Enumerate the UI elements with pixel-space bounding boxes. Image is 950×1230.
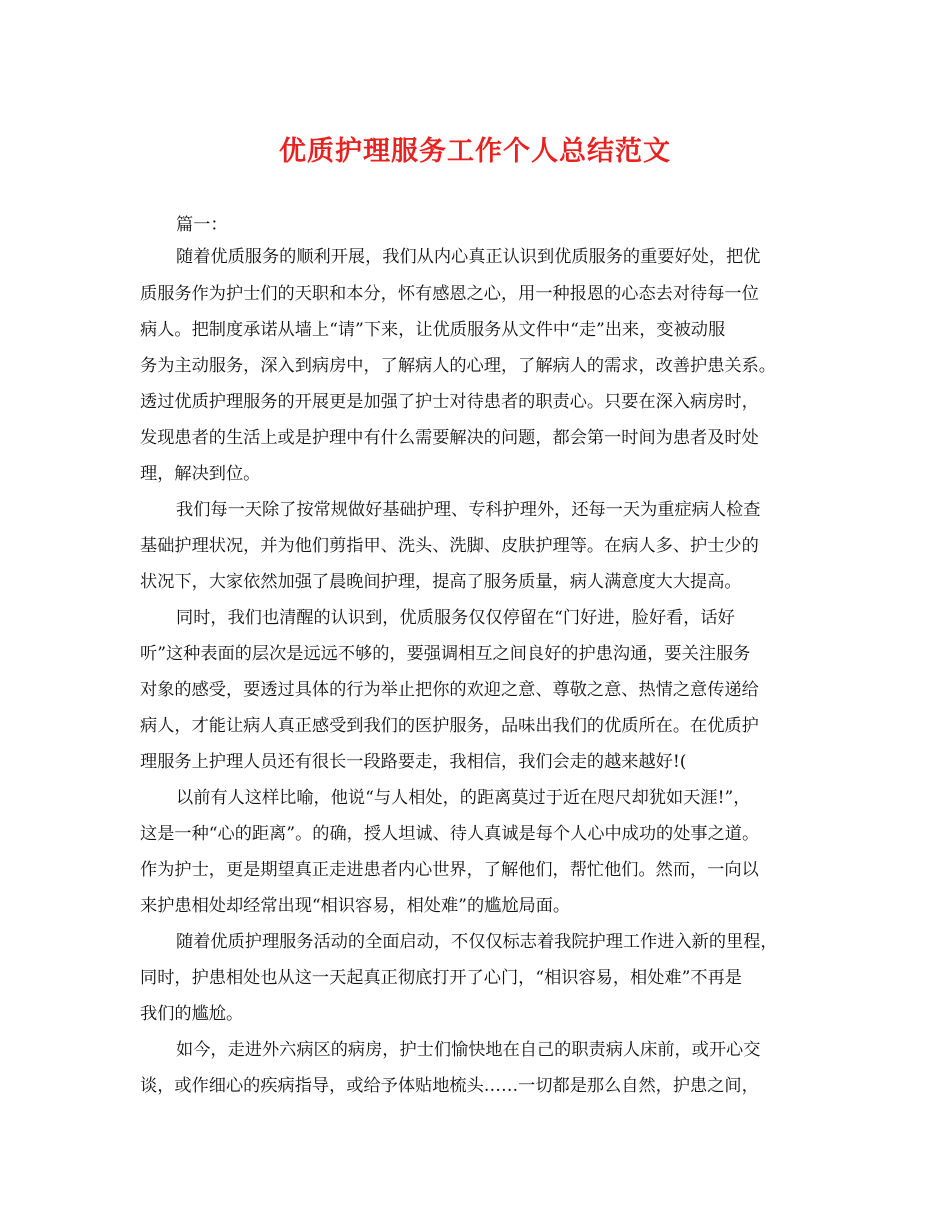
document-line: 透过优质护理服务的开展更是加强了护士对待患者的职责心。只要在深入病房时，: [140, 392, 759, 412]
document-line: 如今，走进外六病区的病房，护士们愉快地在自己的职责病人床前，或开心交: [176, 1040, 761, 1060]
document-line: 这是一种“心的距离”。的确，授人坦诚、待人真诚是每个人心中成功的处事之道。: [140, 824, 760, 844]
document-line: 对象的感受，要透过具体的行为举止把你的欢迎之意、尊敬之意、热情之意传递给: [140, 680, 759, 700]
document-line: 理，解决到位。: [140, 464, 261, 484]
document-line: 随着优质服务的顺利开展，我们从内心真正认识到优质服务的重要好处，把优: [176, 247, 761, 267]
document-line: 以前有人这样比喻，他说“与人相处，的距离莫过于近在咫尺却犹如天涯!”，: [176, 788, 751, 808]
document-line: 谈，或作细心的疾病指导，或给予体贴地梳头……一切都是那么自然，护患之间，: [140, 1076, 759, 1096]
document-line: 发现患者的生活上或是护理中有什么需要解决的问题，都会第一时间为患者及时处: [140, 428, 759, 448]
document-title: 优质护理服务工作个人总结范文: [279, 136, 671, 167]
document-line: 务为主动服务，深入到病房中，了解病人的心理，了解病人的需求，改善护患关系。: [140, 356, 776, 376]
document-line: 作为护士，更是期望真正走进患者内心世界，了解他们，帮忙他们。然而，一向以: [140, 860, 759, 880]
document-line: 病人。把制度承诺从墙上“请”下来，让优质服务从文件中“走”出来，变被动服: [140, 320, 726, 340]
document-line: 状况下，大家依然加强了晨晚间护理，提高了服务质量，病人满意度大大提高。: [140, 572, 742, 592]
document-line: 病人，才能让病人真正感受到我们的医护服务，品味出我们的优质所在。在优质护: [140, 716, 759, 736]
document-line: 同时，护患相处也从这一天起真正彻底打开了心门，“相识容易，相处难”不再是: [140, 968, 742, 988]
document-line: 来护患相处却经常出现“相识容易，相处难”的尴尬局面。: [140, 896, 571, 916]
document-line: 随着优质护理服务活动的全面启动，不仅仅标志着我院护理工作进入新的里程，: [176, 932, 778, 952]
document-line: 质服务作为护士们的天职和本分，怀有感恩之心，用一种报恩的心态去对待每一位: [140, 284, 759, 304]
document-line: 我们的尴尬。: [140, 1004, 244, 1024]
document-line: 听”这种表面的层次是远远不够的，要强调相互之间良好的护患沟通，要关注服务: [140, 644, 751, 664]
document-line: 理服务上护理人员还有很长一段路要走，我相信，我们会走的越来越好!(: [140, 752, 687, 772]
document-line: 我们每一天除了按常规做好基础护理、专科护理外，还每一天为重症病人检查: [176, 500, 761, 520]
document-line: 篇一：: [176, 215, 228, 235]
document-line: 同时，我们也清醒的认识到，优质服务仅仅停留在“门好进，脸好看，话好: [176, 608, 735, 628]
document-line: 基础护理状况，并为他们剪指甲、洗头、洗脚、皮肤护理等。在病人多、护士少的: [140, 536, 759, 556]
